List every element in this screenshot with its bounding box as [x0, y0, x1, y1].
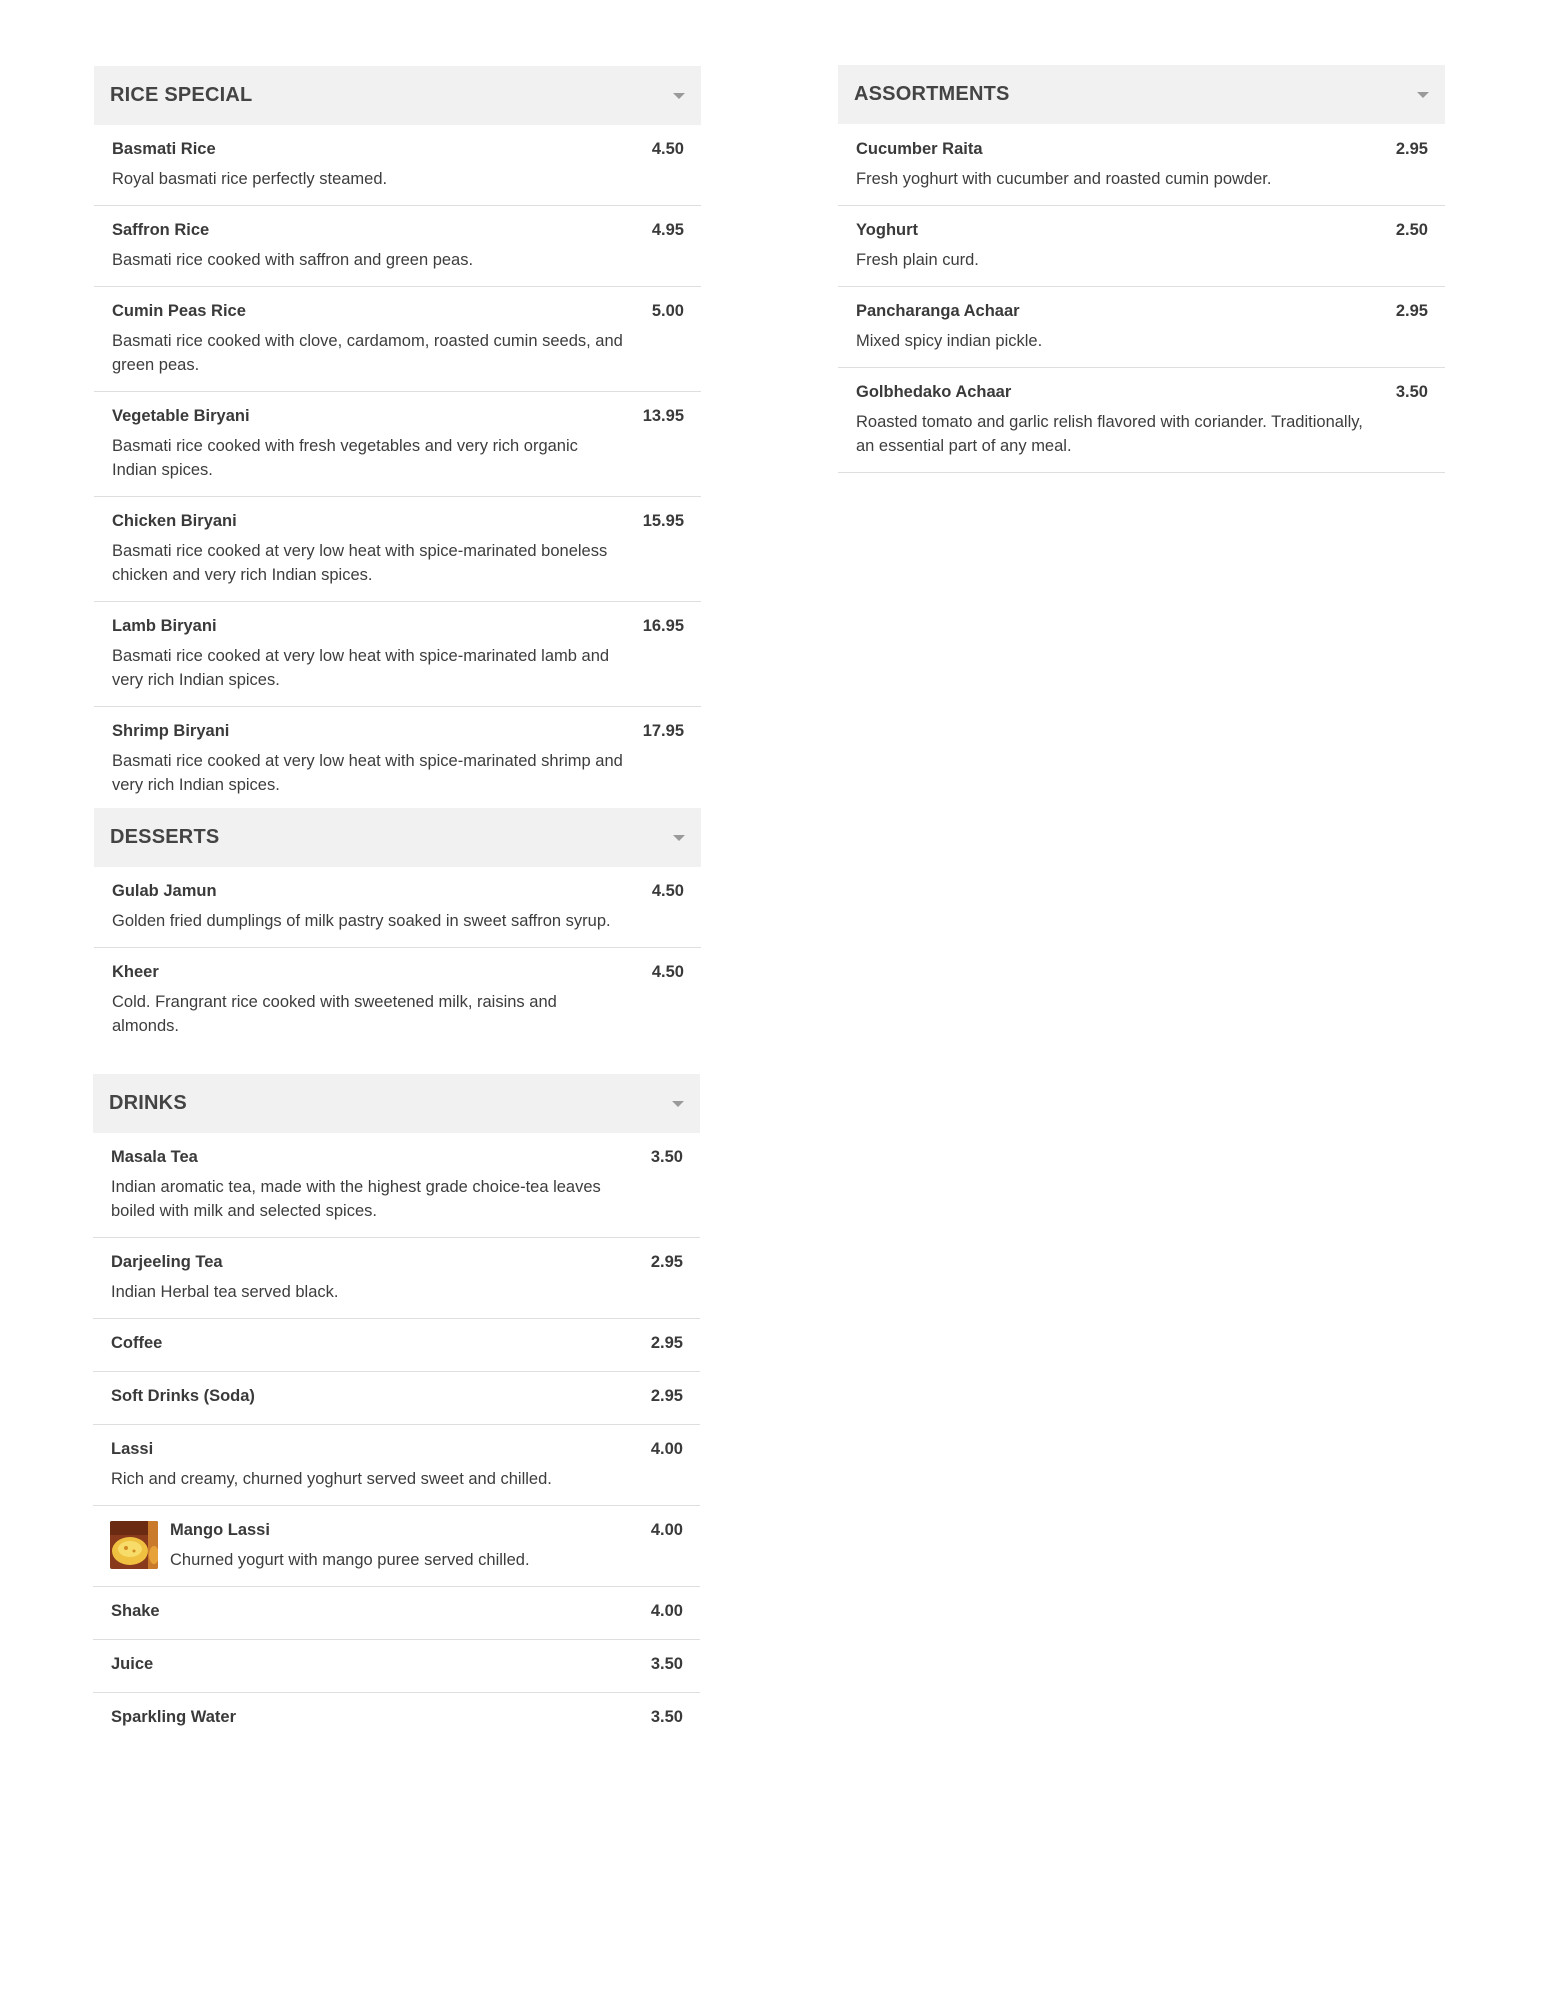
right-column [838, 65, 1445, 473]
item-name: Vegetable Biryani [112, 407, 250, 425]
item-description: Royal basmati rice perfectly steamed. [112, 170, 388, 188]
menu-item[interactable] [93, 1238, 700, 1319]
item-description: Roasted tomato and garlic relish flavored with coriander. Traditionally, an essential part of any meal. [856, 413, 1363, 455]
item-price: 3.50 [650, 1708, 683, 1726]
item-name: Shrimp Biryani [112, 722, 230, 740]
item-name: Saffron Rice [112, 221, 210, 239]
menu-item[interactable] [838, 368, 1445, 473]
item-price: 5.00 [651, 302, 684, 320]
item-description: Basmati rice cooked at very low heat with spice-marinated lamb and very rich Indian spices. [112, 647, 610, 689]
item-description: Churned yogurt with mango puree served chilled. [170, 1551, 530, 1569]
drinks-column [93, 1074, 700, 1745]
section-title: DRINKS [109, 1092, 187, 1114]
item-price: 2.95 [650, 1387, 683, 1405]
menu-item[interactable] [838, 206, 1445, 287]
menu-item[interactable] [94, 125, 701, 206]
item-description: Rich and creamy, churned yoghurt served sweet and chilled. [111, 1470, 552, 1488]
caret-down-icon[interactable] [673, 93, 685, 99]
item-price: 4.50 [651, 963, 684, 981]
menu-item[interactable] [93, 1640, 700, 1693]
item-price: 4.95 [651, 221, 684, 239]
item-price: 2.95 [1395, 140, 1428, 158]
item-name: Mango Lassi [170, 1521, 270, 1539]
section-rice-special [94, 66, 701, 808]
item-price: 4.50 [651, 882, 684, 900]
item-price: 16.95 [642, 617, 684, 635]
caret-down-icon[interactable] [673, 835, 685, 841]
item-description: Basmati rice cooked with clove, cardamom, roasted cumin seeds, and green peas. [112, 332, 623, 374]
section-header-desserts[interactable] [94, 808, 701, 867]
menu-item[interactable] [93, 1372, 700, 1425]
item-name: Golbhedako Achaar [856, 383, 1012, 401]
item-price: 4.00 [650, 1602, 683, 1620]
menu-item[interactable] [94, 287, 701, 392]
item-price: 3.50 [650, 1655, 683, 1673]
menu-item[interactable] [94, 948, 701, 1052]
item-name: Lamb Biryani [112, 617, 217, 635]
item-name: Yoghurt [856, 221, 919, 239]
menu-item[interactable] [93, 1133, 700, 1238]
section-desserts [94, 808, 701, 1052]
section-title: DESSERTS [110, 826, 220, 848]
item-price: 3.50 [1395, 383, 1428, 401]
item-name: Darjeeling Tea [111, 1253, 223, 1271]
item-description: Fresh plain curd. [856, 251, 979, 269]
item-price: 2.95 [650, 1334, 683, 1352]
mango-lassi-photo[interactable] [110, 1521, 158, 1569]
menu-item[interactable] [93, 1425, 700, 1506]
menu-item[interactable] [94, 206, 701, 287]
item-name: Cumin Peas Rice [112, 302, 246, 320]
item-name: Lassi [111, 1440, 154, 1458]
caret-down-icon[interactable] [1417, 92, 1429, 98]
section-title: RICE SPECIAL [110, 84, 253, 106]
item-description: Basmati rice cooked with saffron and green peas. [112, 251, 474, 269]
menu-item[interactable] [94, 602, 701, 707]
item-description: Mixed spicy indian pickle. [856, 332, 1043, 350]
item-description: Indian aromatic tea, made with the highest grade choice-tea leaves boiled with milk and selected spices. [111, 1178, 601, 1220]
menu-item[interactable] [93, 1319, 700, 1372]
menu-item[interactable] [838, 287, 1445, 368]
item-price: 13.95 [642, 407, 684, 425]
item-name: Gulab Jamun [112, 882, 217, 900]
item-price: 4.00 [650, 1440, 683, 1458]
section-title: ASSORTMENTS [854, 83, 1010, 105]
item-description: Basmati rice cooked at very low heat with spice-marinated boneless chicken and very rich Indian spices. [112, 542, 608, 584]
item-description: Indian Herbal tea served black. [111, 1283, 339, 1301]
item-name: Masala Tea [111, 1148, 198, 1166]
caret-down-icon[interactable] [672, 1101, 684, 1107]
left-column [94, 66, 701, 1052]
item-price: 4.00 [650, 1521, 683, 1539]
menu-item[interactable] [93, 1587, 700, 1640]
menu-item[interactable] [838, 124, 1445, 206]
menu-item[interactable] [94, 392, 701, 497]
item-description: Cold. Frangrant rice cooked with sweetened milk, raisins and almonds. [112, 993, 557, 1035]
section-assortments [838, 65, 1445, 473]
section-header-assortments[interactable] [838, 65, 1445, 124]
item-name: Cucumber Raita [856, 140, 983, 158]
menu-item[interactable] [94, 867, 701, 948]
item-description: Fresh yoghurt with cucumber and roasted cumin powder. [856, 170, 1272, 188]
item-price: 17.95 [642, 722, 684, 740]
mango-lassi-image-icon [110, 1521, 158, 1569]
item-name: Sparkling Water [111, 1708, 236, 1726]
item-name: Chicken Biryani [112, 512, 237, 530]
item-description: Basmati rice cooked with fresh vegetables and very rich organic Indian spices. [112, 437, 578, 479]
item-description: Golden fried dumplings of milk pastry soaked in sweet saffron syrup. [112, 912, 611, 930]
item-name: Basmati Rice [112, 140, 216, 158]
menu-item[interactable] [93, 1506, 700, 1587]
menu-item[interactable] [93, 1693, 700, 1745]
item-price: 2.95 [650, 1253, 683, 1271]
item-price: 4.50 [651, 140, 684, 158]
section-header-rice-special[interactable] [94, 66, 701, 125]
menu-item[interactable] [94, 497, 701, 602]
item-name: Kheer [112, 963, 159, 981]
item-price: 3.50 [650, 1148, 683, 1166]
item-name: Soft Drinks (Soda) [111, 1387, 255, 1405]
item-name: Pancharanga Achaar [856, 302, 1020, 320]
item-name: Coffee [111, 1334, 163, 1352]
section-header-drinks[interactable] [93, 1074, 700, 1133]
item-price: 15.95 [642, 512, 684, 530]
item-price: 2.50 [1395, 221, 1428, 239]
item-name: Juice [111, 1655, 154, 1673]
item-price: 2.95 [1395, 302, 1428, 320]
section-drinks [93, 1074, 700, 1745]
menu-item[interactable] [94, 707, 701, 808]
item-name: Shake [111, 1602, 160, 1620]
item-description: Basmati rice cooked at very low heat with spice-marinated shrimp and very rich Indian spices. [112, 752, 623, 794]
